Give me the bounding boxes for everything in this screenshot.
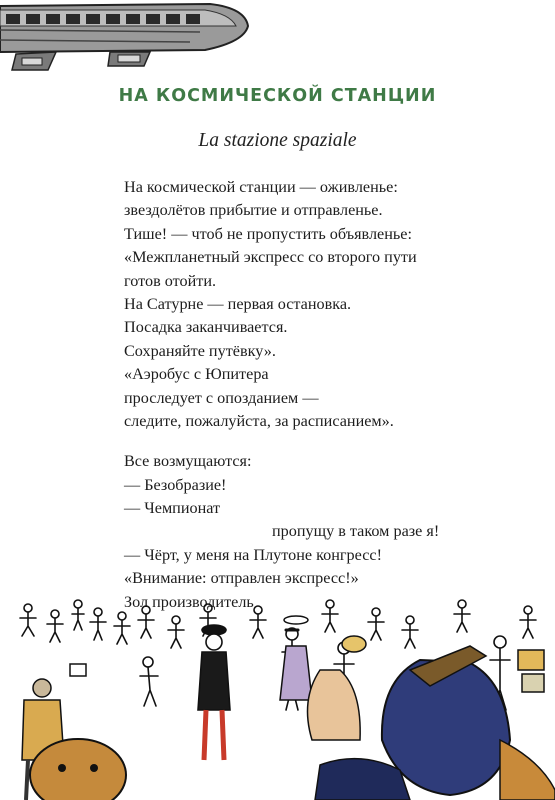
poem-line: звездолётов прибытие и отправленье. <box>124 201 383 220</box>
poem-line: На Сатурне — первая остановка. <box>124 294 352 313</box>
poem-line: — Чемпионат <box>124 499 221 518</box>
spaceship-illustration <box>0 0 250 78</box>
poem-line: «Аэробус с Юпитера <box>124 365 269 384</box>
page-subtitle: La stazione spaziale <box>198 130 357 151</box>
poem-line: — Безобразие! <box>124 475 227 494</box>
poem-line: проследует с опозданием — <box>124 388 319 407</box>
poem-line: Тише! — чтоб не пропустить объявленье: <box>124 224 412 243</box>
page-title: НА КОСМИЧЕСКОЙ СТАНЦИИ <box>118 86 437 106</box>
poem-line: — Чёрт, у меня на Плутоне конгресс! <box>124 545 382 564</box>
poem-line: «Межпланетный экспресс со второго пути <box>124 248 417 267</box>
poem-line: Сохраняйте путёвку». <box>124 341 276 360</box>
poem-line: Все возмущаются: <box>124 452 252 471</box>
poem-line: «Внимание: отправлен экспресс!» <box>124 569 359 588</box>
poem-text <box>124 176 544 614</box>
poem-line: следите, пожалуйста, за расписанием». <box>124 411 394 430</box>
poem-line: На космической станции — оживленье: <box>124 178 398 196</box>
poem-line: готов отойти. <box>124 271 217 290</box>
poem-line: пропущу в таком разе я! <box>272 522 440 541</box>
poem-line: Посадка заканчивается. <box>124 318 288 337</box>
stanza-gap <box>124 433 544 450</box>
crowd-illustration <box>0 590 555 800</box>
poem-line: Зол производитель <box>124 592 254 611</box>
